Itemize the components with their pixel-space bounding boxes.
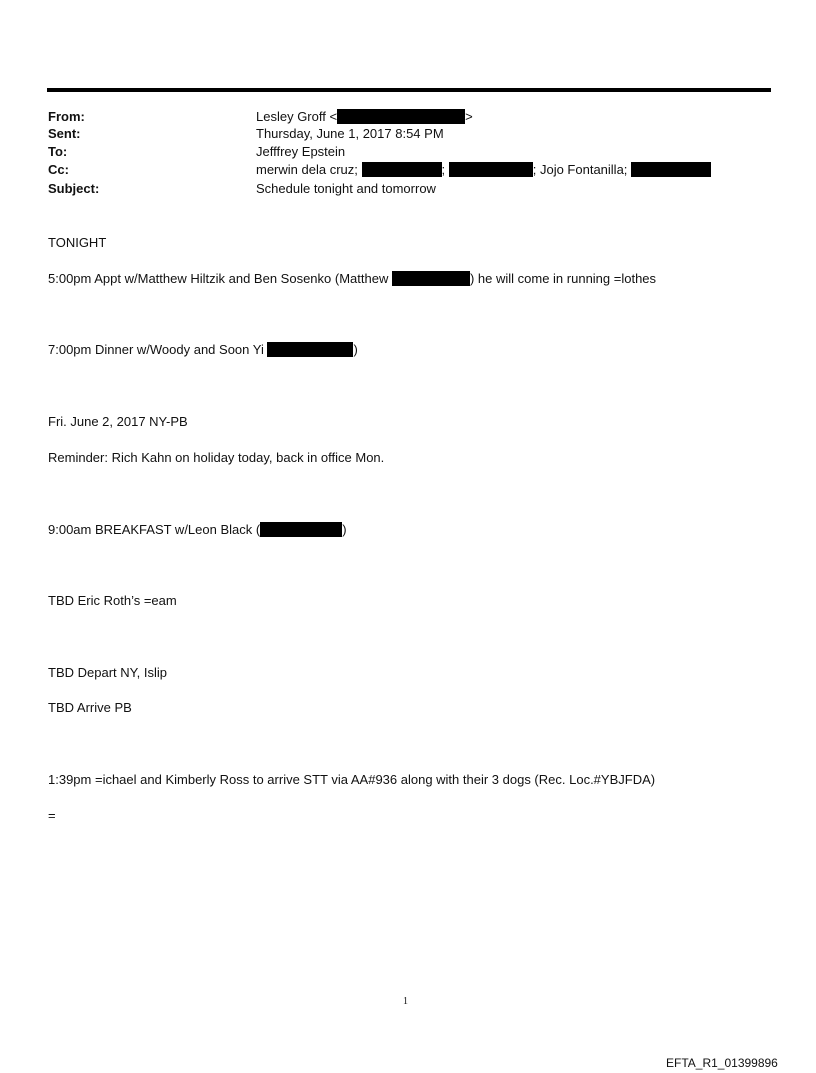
equals-line: = [48,808,56,823]
cc-value [256,162,711,178]
appt-text-end: ) he will come in running =lothes [469,271,657,286]
depart-line: TBD Depart NY, Islip [48,665,167,680]
reminder-line: Reminder: Rich Kahn on holiday today, back in office Mon. [48,450,385,465]
cc-label: Cc: [48,162,69,177]
sent-value: Thursday, June 1, 2017 8:54 PM [256,126,444,141]
appt-text: 5:00pm Appt w/Matthew Hiltzik and Ben Sosenko (Matthew [48,271,389,286]
from-label: From: [48,109,85,124]
breakfast-text-end: ) [342,522,347,537]
from-suffix: > [465,109,473,124]
subject-value: Schedule tonight and tomorrow [256,181,436,196]
dinner-line [48,342,358,358]
cc-sep: ; [441,162,446,177]
header-divider [47,88,771,92]
redaction-box [449,162,533,177]
subject-label: Subject: [48,181,100,196]
breakfast-line [48,522,347,538]
eric-line: TBD Eric Roth’s =eam [48,593,177,608]
arrive-line: TBD Arrive PB [48,700,132,715]
dinner-text: 7:00pm Dinner w/Woody and Soon Yi [48,342,264,357]
dinner-text-end: ) [353,342,358,357]
redaction-box [631,162,711,177]
document-id: EFTA_R1_01399896 [666,1056,778,1070]
sent-label: Sent: [48,126,81,141]
ross-line: 1:39pm =ichael and Kimberly Ross to arrive STT via AA#936 along with their 3 dogs (Rec. Loc.#YBJFDA) [48,772,656,787]
redaction-box [362,162,442,177]
page-number: 1 [403,996,408,1007]
cc-part1: merwin dela cruz; [256,162,358,177]
redaction-box [392,271,470,286]
from-name: Lesley Groff < [256,109,338,124]
redaction-box [337,109,465,124]
cc-part2: ; Jojo Fontanilla; [532,162,628,177]
breakfast-text: 9:00am BREAKFAST w/Leon Black ( [48,522,261,537]
redaction-box [260,522,342,537]
redaction-box [267,342,353,357]
friday-heading: Fri. June 2, 2017 NY-PB [48,414,188,429]
to-value: Jefffrey Epstein [256,144,346,159]
appt-line [48,271,656,287]
from-value [256,109,473,125]
to-label: To: [48,144,68,159]
tonight-heading: TONIGHT [48,235,107,250]
